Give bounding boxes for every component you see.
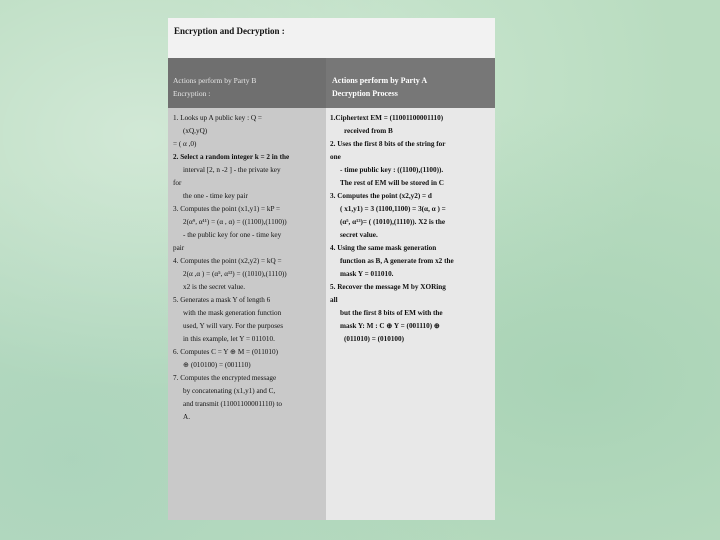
slide-title: Encryption and Decryption : — [174, 26, 285, 36]
party-b-line: 2(α ,α ) = (α⁵, α¹³) = ((1010),(1110)) — [183, 270, 287, 278]
party-b-line: (xQ,yQ) — [183, 127, 208, 135]
party-b-line: 5. Generates a mask Y of length 6 — [173, 296, 271, 304]
party-a-header-line: Decryption Process — [332, 89, 398, 98]
party-a-line: one — [330, 153, 341, 161]
party-b-line: interval [2, n -2 ] - the private key — [183, 166, 281, 174]
party-b-line: in this example, let Y = 011010. — [183, 335, 275, 343]
party-a-line: - time public key : ((1100),(1100)). — [340, 166, 444, 174]
party-a-line: (011010) = (010100) — [344, 335, 404, 343]
party-b-line: 3. Computes the point (x1,y1) = kP = — [173, 205, 281, 213]
party-a-steps — [326, 108, 495, 346]
party-b-line: 2. Select a random integer k = 2 in the — [173, 153, 290, 161]
party-b-line: ⊕ (010100) = (001110) — [183, 361, 251, 369]
party-b-line: by concatenating (x1,y1) and C, — [183, 387, 276, 395]
party-a-line: function as B, A generate from x2 the — [340, 257, 454, 265]
party-b-line: - the public key for one - time key — [183, 231, 282, 239]
party-b-line: 7. Computes the encrypted message — [173, 374, 277, 382]
party-b-line: pair — [173, 244, 185, 252]
party-a-line: secret value. — [340, 231, 378, 239]
party-b-line: 1. Looks up A public key : Q = — [173, 114, 262, 122]
party-b-line: 4. Computes the point (x2,y2) = kQ = — [173, 257, 282, 265]
party-b-line: and transmit (11001100001110) to — [183, 400, 282, 408]
party-a-header — [326, 58, 495, 108]
party-a-line: The rest of EM will be stored in C — [340, 179, 444, 187]
party-b-line: 6. Computes C = Y ⊕ M = (011010) — [173, 348, 278, 356]
encryption-table — [168, 58, 495, 520]
party-b-column — [168, 58, 326, 520]
party-a-line: 1.Ciphertext EM = (11001100001110) — [330, 114, 444, 122]
party-b-line: x2 is the secret value. — [183, 283, 246, 291]
party-a-line: received from B — [344, 127, 393, 135]
party-a-line: (α⁵, α¹³)= ( (1010),(1110)). X2 is the — [340, 218, 446, 226]
party-b-line: with the mask generation function — [183, 309, 282, 317]
party-b-header-line: Encryption : — [173, 89, 211, 98]
party-a-line: mask Y = 011010. — [340, 270, 394, 278]
party-a-column — [326, 58, 495, 520]
party-a-line: mask Y: M : C ⊕ Y = (001110) ⊕ — [340, 322, 440, 330]
party-b-line: used, Y will vary. For the purposes — [183, 322, 284, 330]
party-a-line: 5. Recover the message M by XORing — [330, 283, 446, 291]
party-a-line: 2. Uses the first 8 bits of the string for — [330, 140, 446, 148]
party-b-line: 2(α⁹, α¹¹) = (α , α) = ((1100),(1100)) — [183, 218, 287, 226]
party-b-header — [168, 58, 326, 108]
party-a-line: ( x1,y1) = 3 (1100,1100) = 3(α, α ) = — [340, 205, 446, 213]
party-b-header-line: Actions perform by Party B — [173, 76, 257, 85]
party-a-line: all — [330, 296, 338, 304]
party-b-steps — [168, 108, 326, 424]
party-a-line: but the first 8 bits of EM with the — [340, 309, 443, 317]
party-a-line: 3. Computes the point (x2,y2) = d — [330, 192, 432, 200]
party-a-line: 4. Using the same mask generation — [330, 244, 437, 252]
party-b-line: A. — [183, 413, 190, 421]
party-b-line: = ( α ,0) — [173, 140, 197, 148]
party-b-line: for — [173, 179, 182, 187]
party-a-header-line: Actions perform by Party A — [332, 76, 428, 85]
party-b-line: the one - time key pair — [183, 192, 248, 200]
slide — [168, 18, 495, 502]
